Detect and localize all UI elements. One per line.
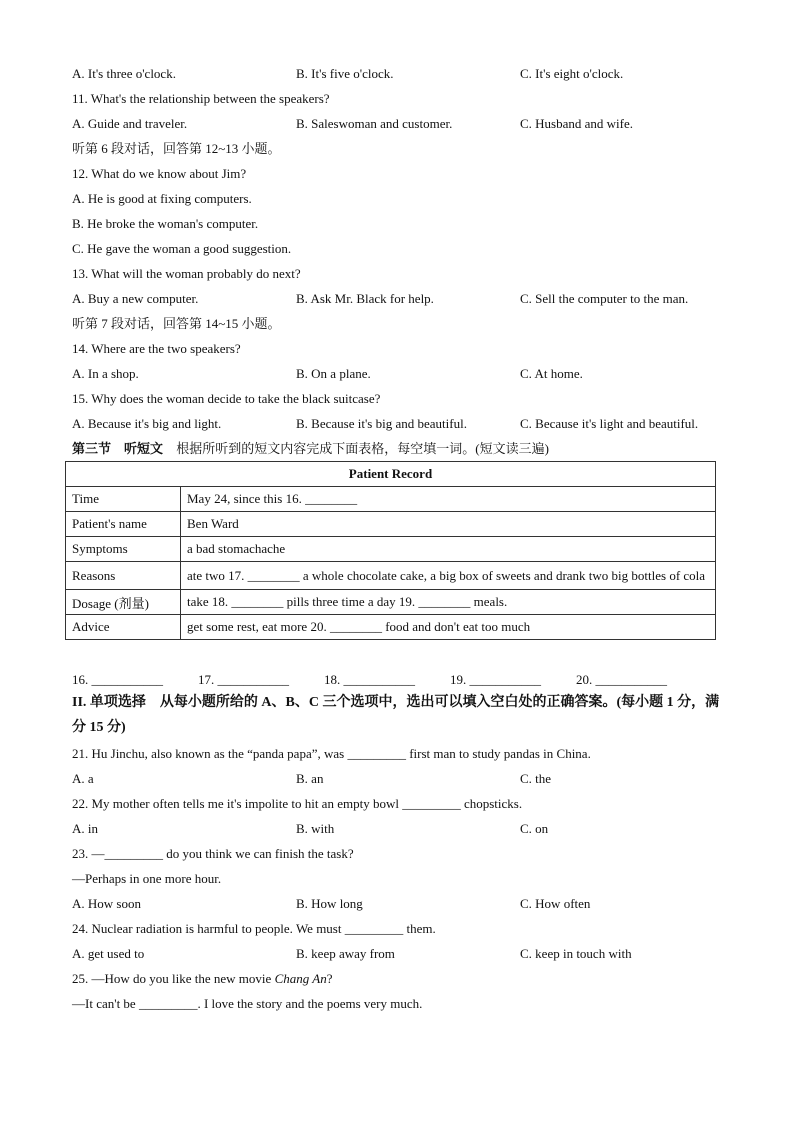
q12-question: 12. What do we know about Jim? bbox=[72, 166, 247, 181]
q12-option-a: A. He is good at fixing computers. bbox=[72, 191, 252, 206]
table-title: Patient Record bbox=[66, 462, 716, 487]
q11-question: 11. What's the relationship between the speakers? bbox=[72, 91, 330, 106]
option-c: C. on bbox=[520, 821, 549, 836]
q13-options bbox=[72, 286, 732, 311]
q15-question: 15. Why does the woman decide to take the black suitcase? bbox=[72, 391, 381, 406]
q21-options bbox=[72, 766, 732, 791]
option-c: C. Because it's light and beautiful. bbox=[520, 416, 699, 431]
option-a: A. Because it's big and light. bbox=[72, 416, 222, 431]
row-value: Ben Ward bbox=[181, 512, 716, 537]
option-b: B. How long bbox=[296, 896, 363, 911]
row-label: Symptoms bbox=[66, 537, 181, 562]
option-a: A. get used to bbox=[72, 946, 145, 961]
table-row bbox=[66, 562, 716, 590]
option-c: C. It's eight o'clock. bbox=[520, 66, 624, 81]
option-a: A. Buy a new computer. bbox=[72, 291, 199, 306]
option-a: A. Guide and traveler. bbox=[72, 116, 188, 131]
table-row bbox=[66, 590, 716, 615]
table-row bbox=[66, 537, 716, 562]
row-label: Dosage (剂量) bbox=[66, 590, 181, 615]
option-c: C. Sell the computer to the man. bbox=[520, 291, 689, 306]
option-b: B. Saleswoman and customer. bbox=[296, 116, 453, 131]
option-b: B. with bbox=[296, 821, 335, 836]
q10-options bbox=[72, 61, 732, 86]
option-a: A. How soon bbox=[72, 896, 141, 911]
q25-question bbox=[72, 966, 332, 991]
row-value: ate two 17. ________ a whole chocolate cake, a big box of sweets and drank two big bottles of cola bbox=[181, 562, 716, 590]
row-value: get some rest, eat more 20. ________ food and don't eat too much bbox=[181, 615, 716, 640]
answer-blanks bbox=[72, 667, 732, 692]
q21-question: 21. Hu Jinchu, also known as the “panda papa”, was _________ first man to study pandas in China. bbox=[72, 746, 591, 761]
part2-heading: II. 单项选择 从每小题所给的 A、B、C 三个选项中，选出可以填入空白处的正确答案。(每小题 1 分，满分 15 分) bbox=[72, 695, 720, 735]
option-b: B. It's five o'clock. bbox=[296, 66, 394, 81]
option-a: A. a bbox=[72, 771, 94, 786]
option-a: A. It's three o'clock. bbox=[72, 66, 176, 81]
option-c: C. At home. bbox=[520, 366, 583, 381]
option-c: C. keep in touch with bbox=[520, 946, 632, 961]
q15-options bbox=[72, 411, 732, 436]
answer-blank-18[interactable]: 18. ___________ bbox=[324, 672, 415, 687]
section7-instruction: 听第 7 段对话，回答第 14~15 小题。 bbox=[72, 316, 281, 331]
q25-reply: —It can't be _________. I love the story and the poems very much. bbox=[72, 996, 423, 1011]
option-b: B. On a plane. bbox=[296, 366, 371, 381]
q25-question-prefix: 25. —How do you like the new movie bbox=[72, 971, 275, 986]
q22-options bbox=[72, 816, 732, 841]
row-value: May 24, since this 16. ________ bbox=[181, 487, 716, 512]
option-b: B. an bbox=[296, 771, 324, 786]
movie-title: Chang An bbox=[274, 971, 327, 986]
q11-options bbox=[72, 111, 732, 136]
q23-reply: —Perhaps in one more hour. bbox=[72, 871, 222, 886]
q12-option-c: C. He gave the woman a good suggestion. bbox=[72, 241, 292, 256]
q22-question: 22. My mother often tells me it's impolite to hit an empty bowl _________ chopsticks. bbox=[72, 796, 523, 811]
row-label: Advice bbox=[66, 615, 181, 640]
q24-options bbox=[72, 941, 732, 966]
q23-question: 23. —_________ do you think we can finish the task? bbox=[72, 846, 354, 861]
option-a: A. In a shop. bbox=[72, 366, 139, 381]
table-row bbox=[66, 487, 716, 512]
option-b: B. keep away from bbox=[296, 946, 395, 961]
row-label: Time bbox=[66, 487, 181, 512]
answer-blank-17[interactable]: 17. ___________ bbox=[198, 672, 289, 687]
answer-blank-16[interactable]: 16. ___________ bbox=[72, 672, 163, 687]
patient-record-table bbox=[65, 461, 716, 640]
option-a: A. in bbox=[72, 821, 98, 836]
option-c: C. Husband and wife. bbox=[520, 116, 634, 131]
table-header-row bbox=[66, 462, 716, 487]
option-b: B. Ask Mr. Black for help. bbox=[296, 291, 434, 306]
q23-options bbox=[72, 891, 732, 916]
row-label: Reasons bbox=[66, 562, 181, 590]
table-row bbox=[66, 615, 716, 640]
table-row bbox=[66, 512, 716, 537]
row-value: take 18. ________ pills three time a day 19. ________ meals. bbox=[181, 590, 716, 615]
option-c: C. How often bbox=[520, 896, 591, 911]
q14-options bbox=[72, 361, 732, 386]
q24-question: 24. Nuclear radiation is harmful to people. We must _________ them. bbox=[72, 921, 436, 936]
q14-question: 14. Where are the two speakers? bbox=[72, 341, 241, 356]
q12-option-b: B. He broke the woman's computer. bbox=[72, 216, 259, 231]
part3-heading bbox=[72, 436, 549, 461]
part3-instruction: 根据所听到的短文内容完成下面表格，每空填一词。(短文读三遍) bbox=[176, 441, 549, 456]
answer-blank-19[interactable]: 19. ___________ bbox=[450, 672, 541, 687]
part3-title: 第三节 听短文 bbox=[72, 441, 164, 456]
option-c: C. the bbox=[520, 771, 552, 786]
q25-question-suffix: ? bbox=[326, 971, 333, 986]
answer-blank-20[interactable]: 20. ___________ bbox=[576, 672, 667, 687]
section6-instruction: 听第 6 段对话，回答第 12~13 小题。 bbox=[72, 141, 281, 156]
option-b: B. Because it's big and beautiful. bbox=[296, 416, 467, 431]
q13-question: 13. What will the woman probably do next? bbox=[72, 266, 301, 281]
row-value: a bad stomachache bbox=[181, 537, 716, 562]
row-label: Patient's name bbox=[66, 512, 181, 537]
